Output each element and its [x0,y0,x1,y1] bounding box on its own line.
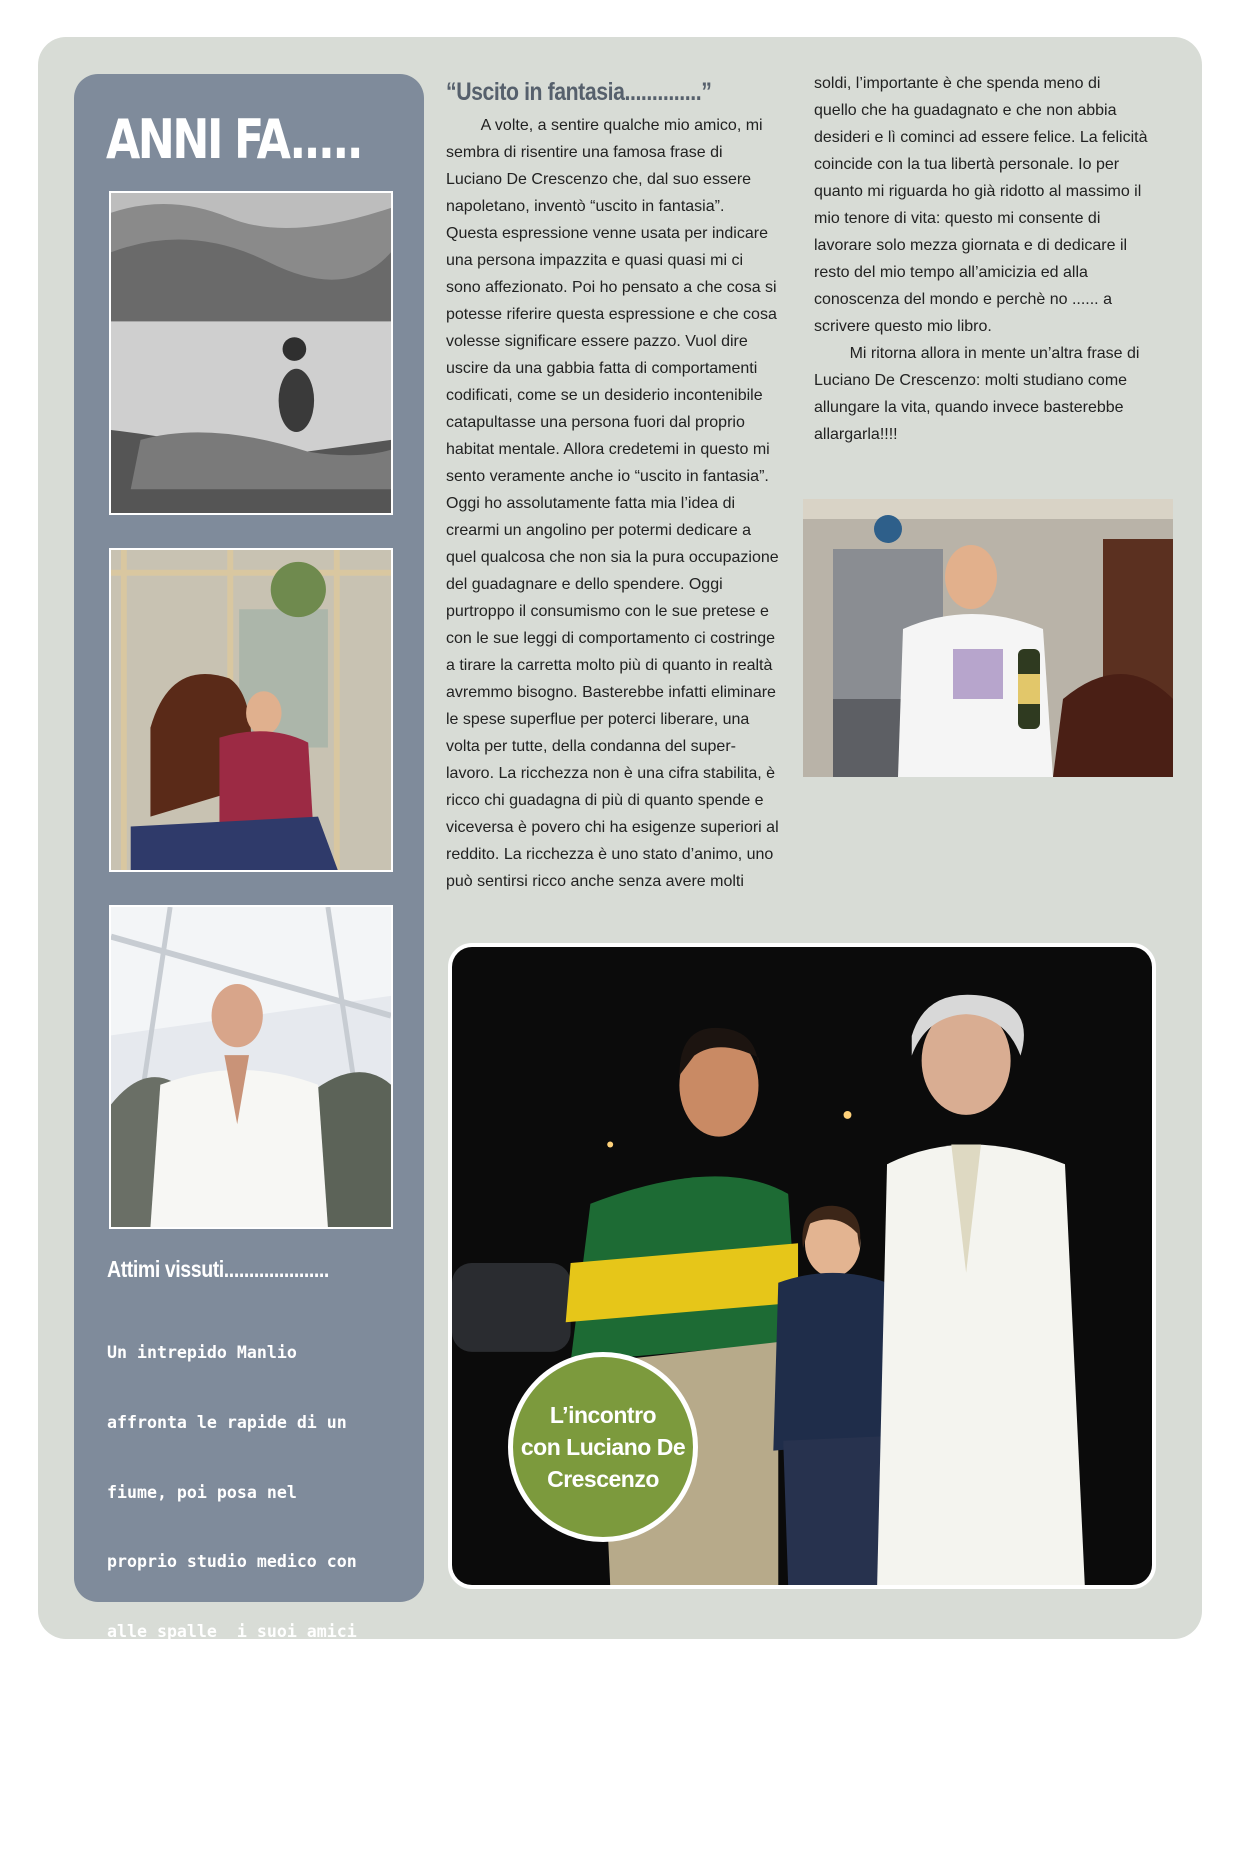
caption-body [107,1295,397,1875]
text-line: volesse significare essere pazzo. Vuol dire [446,333,748,350]
text-line: uscire da una gabbia fatta di comportamenti [446,360,758,377]
photo-river [109,191,393,515]
caption-line: alle spalle i suoi amici [107,1621,357,1641]
text-line: sento veramente anche io “uscito in fantasia”. [446,468,769,485]
text-line: può sentirsi ricco anche senza avere molti [446,873,744,890]
photo-bottle [803,499,1173,777]
article-title: “Uscito in fantasia..............” [446,78,712,106]
text-line: purtroppo il consumismo con le sue pretese e [446,603,769,620]
text-line: napoletano, inventò “uscito in fantasia”. [446,198,725,215]
text-line: reddito. La ricchezza è uno stato d’animo, uno [446,846,774,863]
text-line: avremmo bisogno. Basterebbe infatti eliminare [446,684,776,701]
caption-line: animali ed infine si gode [107,1691,357,1711]
meeting-badge [508,1352,698,1542]
text-line: sono affezionato. Poi ho pensato a che cosa si [446,279,777,296]
text-line: potesse riferire questa espressione e che cosa [446,306,777,323]
caption-line: affronta le rapide di un [107,1413,347,1433]
text-line: ricco chi guadagna di più di quanto spende e [446,792,764,809]
caption-line: fiume, poi posa nel [107,1482,297,1502]
text-line: desideri e lì cominci ad essere felice. La felicità [814,129,1148,146]
text-line: resto del mio tempo all’amicizia ed alla [814,264,1088,281]
text-line: allargarla!!!! [814,426,898,443]
text-line: mio tenore di vita: questo mi consente di [814,210,1101,227]
article-column-1 [446,112,779,895]
text-line: soldi, l’importante è che spenda meno di [814,75,1101,92]
article-column-2 [814,70,1148,448]
text-line: Questa espressione venne usata per indicare [446,225,768,242]
text-line: habitat mentale. Allora credetemi in questo mi [446,441,770,458]
text-line: quello che ha guadagnato e che non abbia [814,102,1117,119]
text-line: Luciano De Crescenzo: molti studiano come [814,372,1128,389]
text-line: del guadagnare e dello spendere. Oggi [446,576,723,593]
caption-line: una meritata pausa in [107,1761,317,1781]
text-line: sembra di risentire una famosa frase di [446,144,723,161]
text-line: viceversa è povero chi ha esigenze superiori al [446,819,779,836]
text-line: A volte, a sentire qualche mio amico, mi [446,117,763,134]
text-line: le spese superflue per poterci liberare, una [446,711,750,728]
text-line: conoscenza del mondo e perchè no ...... a [814,291,1112,308]
text-line: allungare la vita, quando invece basterebbe [814,399,1124,416]
caption-title: Attimi vissuti..................... [107,1256,329,1282]
badge-text: L’incontro con Luciano De Crescenzo [520,1402,686,1492]
text-line: a tirare la carretta molto più di quanto in realtà [446,657,773,674]
text-line: lavorare solo mezza giornata e di dedicare il [814,237,1128,254]
text-line: quanto mi riguarda ho già ridotto al massimo il [814,183,1142,200]
text-line: lavoro. La ricchezza non è una cifra stabilita, è [446,765,776,782]
caption-line: Un intrepido Manlio [107,1343,297,1363]
text-line: volta per tutte, della condanna del super- [446,738,736,755]
caption-line: sauna [107,1830,157,1850]
text-line: coincide con la tua libertà personale. Io per [814,156,1120,173]
text-line: catapultasse una persona fuori dal proprio [446,414,745,431]
text-line: Luciano De Crescenzo che, dal suo essere [446,171,752,188]
photo-studio [109,548,393,872]
text-line: scrivere questo mio libro. [814,318,992,335]
sidebar-title: ANNI FA..... [106,108,362,171]
text-line: quel qualcosa che non sia la pura occupazione [446,549,779,566]
text-line: Oggi ho assolutamente fatta mia l’idea di [446,495,736,512]
text-line: Mi ritorna allora in mente un’altra frase di [814,345,1140,362]
text-line: una persona impazzita e quasi quasi mi ci [446,252,744,269]
text-line: crearmi un angolino per potermi dedicare a [446,522,752,539]
text-line: codificati, come se un desiderio incontenibile [446,387,763,404]
text-line: con le sue leggi di comportamento ci costringe [446,630,776,647]
photo-sauna [109,905,393,1229]
caption-line: proprio studio medico con [107,1552,357,1572]
